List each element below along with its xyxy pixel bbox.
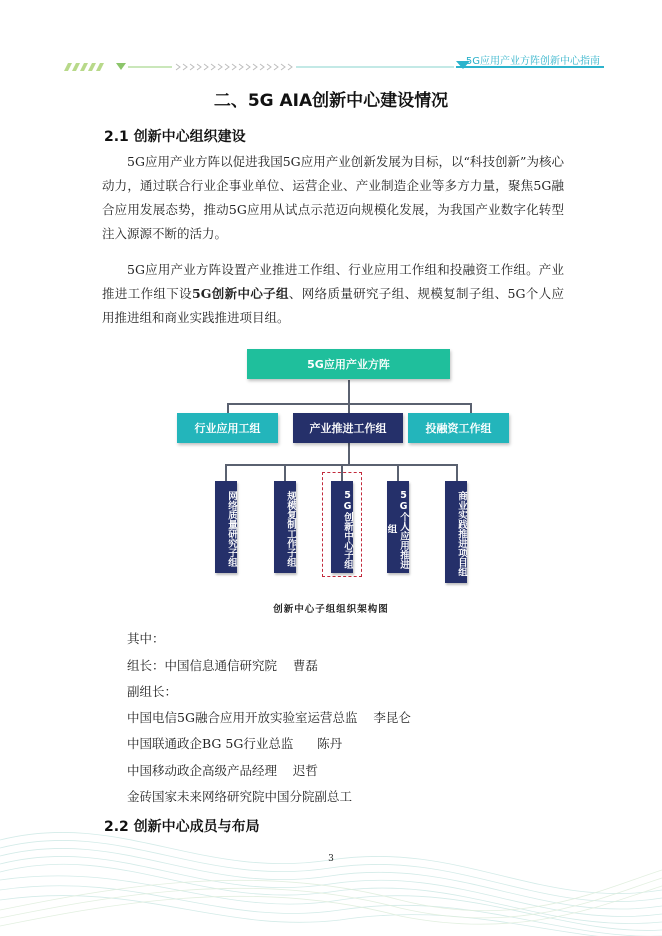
connector xyxy=(470,403,472,413)
org-subgroup-innovation-center: 5G创新中心子组 xyxy=(331,481,353,573)
figure-caption: 创新中心子组组织架构图 xyxy=(273,604,389,615)
paragraph-intro xyxy=(102,150,564,246)
org-subgroup-network-quality: 网络质量研究子组 xyxy=(215,481,237,573)
connector xyxy=(225,464,227,481)
paragraph-groups xyxy=(102,258,564,330)
members-deputy: 中国移动政企高级产品经理 迟哲 xyxy=(127,763,318,778)
connector xyxy=(397,464,399,481)
paragraph-groups-text-b: 、网络质量研究子组、规模复制子组、5G个人应用推进组和商业实践推进项目组。 xyxy=(102,286,564,325)
paragraph-groups-bold: 5G创新中心子组 xyxy=(192,286,289,301)
members-leader: 组长：中国信息通信研究院 曹磊 xyxy=(127,658,318,673)
connector xyxy=(284,464,286,481)
org-subgroup-scale-replication: 规模复制工作子组 xyxy=(274,481,296,573)
members-deputy: 中国联通政企BG 5G行业总监 陈丹 xyxy=(127,736,343,751)
org-group-investment: 投融资工作组 xyxy=(408,413,509,443)
org-group-promotion: 产业推进工作组 xyxy=(293,413,403,443)
connector xyxy=(348,380,350,403)
page-heading: 二、5G AIA创新中心建设情况 xyxy=(213,91,449,111)
connector xyxy=(348,442,350,464)
paragraph-groups-text-a: 5G应用产业方阵设置产业推进工作组、行业应用工作组和投融资工作组。产业推进工作组下设 xyxy=(102,262,564,301)
members-intro: 其中： xyxy=(127,631,165,646)
section-heading-2-2: 2.2 创新中心成员与布局 xyxy=(104,819,260,835)
org-group-industry: 行业应用工组 xyxy=(177,413,278,443)
org-root: 5G应用产业方阵 xyxy=(247,349,450,379)
running-header-title: 5G应用产业方阵创新中心指南 xyxy=(465,56,600,67)
org-chart xyxy=(165,338,533,588)
section-heading-2-1: 2.1 创新中心组织建设 xyxy=(104,129,246,145)
header-chevron-decoration xyxy=(64,62,454,72)
org-subgroup-personal-app: 5G个人应用推进组 xyxy=(387,481,409,573)
members-deputy: 中国电信5G融合应用开放实验室运营总监 李昆仑 xyxy=(127,710,411,725)
connector xyxy=(456,464,458,481)
wave-decoration xyxy=(0,800,662,936)
members-deputy-label: 副组长： xyxy=(127,684,178,699)
connector xyxy=(227,403,229,413)
members-deputy: 金砖国家未来网络研究院中国分院副总工 xyxy=(127,789,353,804)
paragraph-intro-text: 5G应用产业方阵以促进我国5G应用产业创新发展为目标，以“科技创新”为核心动力，通过联合行业企事业单位、运营企业、产业制造企业等多方力量，聚焦5G融合应用发展态势，推动5G应用从试点示范迈向规模化发展，为我国产业数字化转型注入源源不断的活力。 xyxy=(102,154,564,241)
connector xyxy=(348,403,350,413)
org-subgroup-business-practice: 商业实践推进项目组 xyxy=(445,481,467,583)
page-number: 3 xyxy=(328,854,334,864)
